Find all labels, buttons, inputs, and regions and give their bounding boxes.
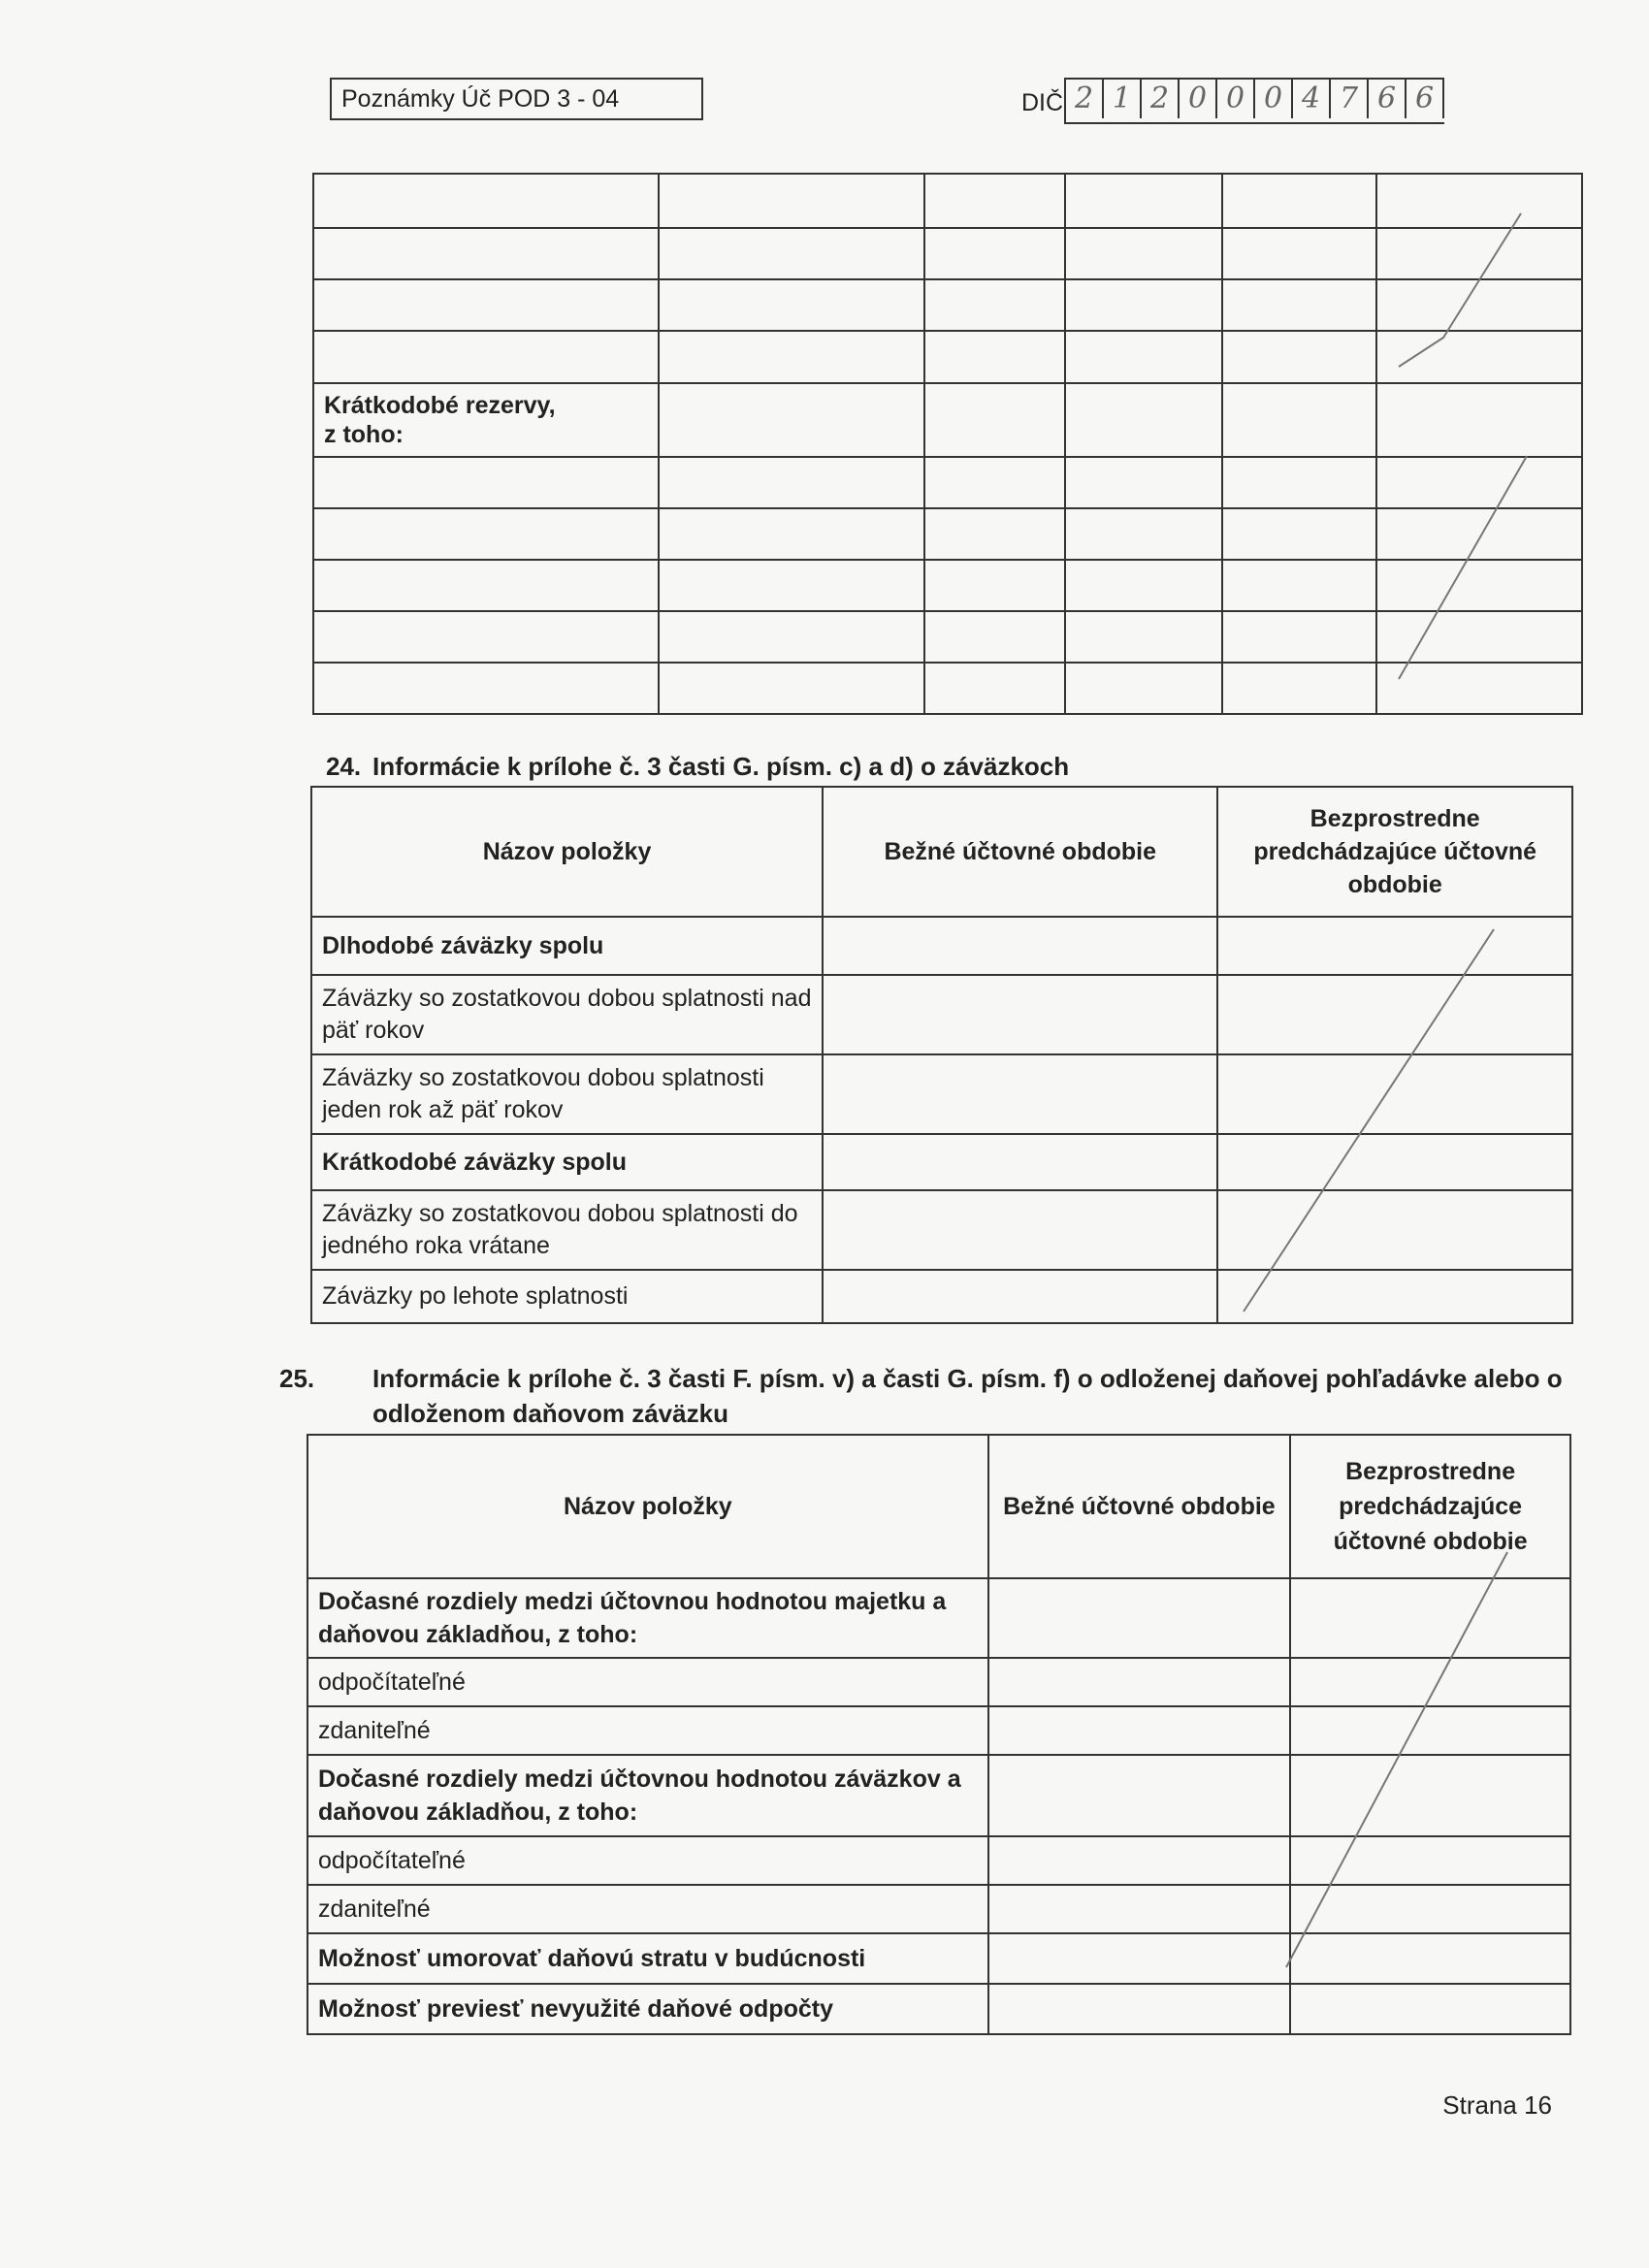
value-cell[interactable]	[1290, 1933, 1570, 1984]
col-header-current: Bežné účtovné obdobie	[823, 787, 1217, 917]
value-cell[interactable]	[1217, 1270, 1572, 1323]
table-row-label: Dočasné rozdiely medzi účtovnou hodnotou záväzkov a daňovou základňou, z toho:	[307, 1755, 988, 1836]
table-row-label: zdaniteľné	[307, 1885, 988, 1933]
value-cell[interactable]	[988, 1578, 1291, 1658]
dic-digit[interactable]: 0	[1180, 80, 1217, 118]
table-row-label: Možnosť previesť nevyužité daňové odpočty	[307, 1984, 988, 2034]
table-provisions	[312, 173, 1583, 715]
table-row-label: Krátkodobé záväzky spolu	[311, 1134, 823, 1190]
section-24-title-text: Informácie k prílohe č. 3 časti G. písm. c) a d) o záväzkoch	[372, 752, 1070, 781]
value-cell[interactable]	[1217, 975, 1572, 1054]
dic-digit[interactable]: 0	[1255, 80, 1293, 118]
value-cell[interactable]	[1290, 1836, 1570, 1885]
value-cell[interactable]	[1290, 1755, 1570, 1836]
value-cell[interactable]	[988, 1755, 1291, 1836]
dic-digit[interactable]: 2	[1066, 80, 1104, 118]
value-cell[interactable]	[1217, 917, 1572, 975]
col-header-item: Názov položky	[311, 787, 823, 917]
value-cell[interactable]	[1290, 1658, 1570, 1706]
section-24-number: 24.	[326, 752, 362, 781]
dic-label: DIČ	[1021, 89, 1064, 116]
table-deferred-tax	[307, 1434, 1571, 2035]
section-25-title	[279, 1361, 1577, 1431]
dic-digit[interactable]: 4	[1293, 80, 1331, 118]
value-cell[interactable]	[823, 1190, 1217, 1270]
dic-digit[interactable]: 7	[1331, 80, 1369, 118]
value-cell[interactable]	[988, 1706, 1291, 1755]
value-cell[interactable]	[1290, 1885, 1570, 1933]
table-row-label: Záväzky so zostatkovou dobou splatnosti do jedného roka vrátane	[311, 1190, 823, 1270]
table-liabilities	[310, 786, 1573, 1324]
value-cell[interactable]	[1217, 1134, 1572, 1190]
page-number: Strana 16	[1442, 2090, 1552, 2120]
value-cell[interactable]	[988, 1885, 1291, 1933]
value-cell[interactable]	[823, 1270, 1217, 1323]
value-cell[interactable]	[1290, 1706, 1570, 1755]
value-cell[interactable]	[1217, 1054, 1572, 1134]
section-24-title	[326, 749, 1587, 784]
value-cell[interactable]	[1290, 1984, 1570, 2034]
provisions-label: Krátkodobé rezervy, z toho:	[313, 383, 659, 457]
table-row-label: zdaniteľné	[307, 1706, 988, 1755]
col-header-current: Bežné účtovné obdobie	[988, 1435, 1291, 1578]
section-25-number: 25.	[279, 1364, 315, 1393]
table-row-label: Záväzky so zostatkovou dobou splatnosti nad päť rokov	[311, 975, 823, 1054]
dic-digit[interactable]: 0	[1217, 80, 1255, 118]
value-cell[interactable]	[1217, 1190, 1572, 1270]
dic-digit[interactable]: 1	[1104, 80, 1142, 118]
value-cell[interactable]	[1290, 1578, 1570, 1658]
value-cell[interactable]	[823, 1134, 1217, 1190]
col-header-previous: Bezprostredne predchádzajúce účtovné obdobie	[1217, 787, 1572, 917]
value-cell[interactable]	[823, 1054, 1217, 1134]
form-label: Poznámky Úč POD 3 - 04	[330, 78, 703, 120]
section-25-title-text: Informácie k prílohe č. 3 časti F. písm. v) a časti G. písm. f) o odloženej daňovej pohľadávke alebo o odloženom daňovom záväzku	[372, 1364, 1563, 1428]
table-row-label: Dlhodobé záväzky spolu	[311, 917, 823, 975]
value-cell[interactable]	[988, 1658, 1291, 1706]
col-header-item: Názov položky	[307, 1435, 988, 1578]
dic-field[interactable]	[1064, 78, 1444, 124]
table-row-label: Záväzky so zostatkovou dobou splatnosti jeden rok až päť rokov	[311, 1054, 823, 1134]
dic-digit[interactable]: 6	[1369, 80, 1406, 118]
table-row-label: odpočítateľné	[307, 1658, 988, 1706]
col-header-previous: Bezprostredne predchádzajúce účtovné obdobie	[1290, 1435, 1570, 1578]
dic-digit[interactable]: 2	[1142, 80, 1180, 118]
table-row-label: Záväzky po lehote splatnosti	[311, 1270, 823, 1323]
value-cell[interactable]	[988, 1984, 1291, 2034]
table-row-label: Možnosť umorovať daňovú stratu v budúcnosti	[307, 1933, 988, 1984]
table-row-label: Dočasné rozdiely medzi účtovnou hodnotou majetku a daňovou základňou, z toho:	[307, 1578, 988, 1658]
value-cell[interactable]	[823, 917, 1217, 975]
table-row-label: odpočítateľné	[307, 1836, 988, 1885]
dic-digit[interactable]: 6	[1406, 80, 1444, 118]
value-cell[interactable]	[988, 1836, 1291, 1885]
value-cell[interactable]	[823, 975, 1217, 1054]
value-cell[interactable]	[988, 1933, 1291, 1984]
